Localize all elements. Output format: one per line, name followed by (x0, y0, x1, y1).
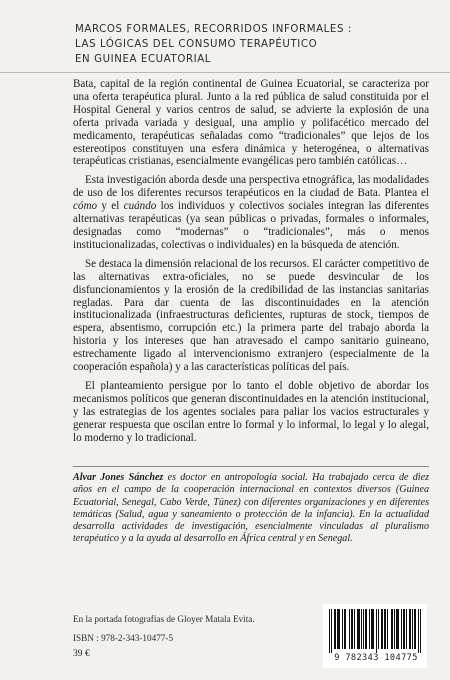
barcode-digits: 9 782343 104775 (334, 653, 418, 663)
author-name: Alvar Jones Sánchez (73, 472, 164, 483)
bio-divider (73, 466, 429, 467)
barcode-bar (403, 609, 404, 649)
barcode-bar (342, 609, 343, 649)
barcode-bar (412, 609, 413, 649)
p2-emphasis-como: cómo (73, 200, 98, 213)
barcode (323, 604, 427, 668)
synopsis-paragraph-2 (73, 174, 429, 251)
barcode-bar (387, 609, 388, 649)
barcode-bar (376, 609, 377, 653)
isbn: ISBN : 978-2-343-10477-5 (73, 633, 174, 643)
barcode-bar (339, 609, 340, 649)
barcode-bar (359, 609, 360, 649)
barcode-bar (392, 609, 393, 649)
barcode-bar (372, 609, 373, 649)
barcode-bar (337, 609, 338, 649)
barcode-bar (415, 609, 416, 649)
barcode-bar (404, 609, 405, 649)
barcode-bar (401, 609, 402, 649)
barcode-bar (345, 609, 346, 649)
barcode-bar (354, 609, 355, 649)
barcode-bar (363, 609, 364, 649)
barcode-bar (384, 609, 385, 649)
barcode-bar (397, 609, 398, 649)
barcode-icon (329, 609, 421, 653)
title-line-2: LAS LÓGICAS DEL CONSUMO TERAPÉUTICO (75, 39, 318, 50)
p2-emphasis-cuando: cuándo (123, 200, 157, 213)
barcode-bar (357, 609, 358, 649)
synopsis-paragraph-4: El planteamiento persigue por lo tanto el doble objetivo de abordar los mecanismos políticos que generan discontinuidades en la atención institucional, y las estrategias de los agentes sociales para paliar los vacios estructurales y generar respuesta que oscilan entre lo formal y lo informal, lo legal y lo alegal, lo moderno y lo tradicional. (73, 379, 429, 444)
book-title (75, 22, 435, 67)
synopsis-paragraph-3: Se destaca la dimensión relacional de los recursos. El carácter competitivo de las alternativas extra-oficiales, no se puede desvincular de los disfuncionamientos y la erosión de la credibilidad de las instancias sanitarias regladas. Para dar cuenta de las discontinuidades en la atención institucionalizada (infraestructuras deficientes, rupturas de stock, tiempos de espera, absentismo, corrupción etc.) la primera parte del trabajo aborda la historia y los intereses que han atravesado el campo sanitario guineano, estrechamente ligado al intervencionismo extranjero (especialmente de la cooperación española) y a las características políticas del país. (73, 257, 429, 374)
barcode-bar (406, 609, 407, 649)
barcode-bar (349, 609, 350, 649)
barcode-bar (409, 609, 410, 649)
barcode-bar (365, 609, 366, 649)
barcode-bar (420, 609, 421, 653)
barcode-bar (382, 609, 383, 649)
barcode-bar (410, 609, 411, 649)
barcode-bar (385, 609, 386, 649)
barcode-bar (366, 609, 367, 649)
barcode-bar (396, 609, 397, 649)
title-line-1: MARCOS FORMALES, RECORRIDOS INFORMALES : (75, 24, 352, 35)
barcode-bar (361, 609, 362, 649)
author-bio (73, 472, 429, 546)
barcode-bar (344, 609, 345, 649)
barcode-bar (371, 609, 372, 649)
title-line-3: EN GUINEA ECUATORIAL (75, 54, 212, 65)
barcode-bar (381, 609, 382, 649)
barcode-bar (338, 609, 339, 649)
barcode-bar (335, 609, 336, 649)
p2-part-b: y el (97, 200, 124, 213)
barcode-bar (418, 609, 419, 653)
cover-photo-credits: En la portada fotografías de Gloyer Matala Evita. (73, 614, 255, 624)
barcode-bar (358, 609, 359, 649)
synopsis (73, 78, 429, 450)
barcode-bar (351, 609, 352, 649)
barcode-bar (414, 609, 415, 649)
p2-part-a: Esta investigación aborda desde una perspectiva etnográfica, las modalidades de uso de los diferentes recursos terapéuticos en la ciudad de Bata. Plantea el (73, 174, 429, 200)
barcode-bar (334, 609, 335, 649)
barcode-bar (352, 609, 353, 649)
author-bio-text: es doctor en antropología social. Ha trabajado cerca de diez años en el campo de la cooperación internacional en contextos diversos (Guinea Ecuatorial, Senegal, Cabo Verde, Túnez) con diferentes organizaciones y en diferentes temáticas (Salud, agua y saneamiento o protección de la infancia). En la actualidad desarrolla actividades de investigación, esencialmente vinculadas al pluralismo terapéutico y a la ayuda al desarrollo en África central y en Senegal. (73, 472, 430, 545)
barcode-bar (329, 609, 330, 653)
title-rule (0, 72, 450, 73)
barcode-bar (378, 609, 379, 649)
synopsis-paragraph-1: Bata, capital de la región continental de Guinea Ecuatorial, se caracteriza por una oferta terapéutica plural. Junto a la red pública de salud constituida por el Hospital General y varios centros de salud, se advierte la explosión de una oferta privada variada y desigual, una amplio y polifacético mercado del medicamento, terapéuticas señaladas como “tradicionales” que lejos de los estereotipos constituyen una esfera dinámica y heterogénea, o alternativas terapéuticas cristianas, esencialmente evangélicas pero también católicas… (73, 78, 429, 168)
barcode-bar (373, 609, 374, 649)
barcode-bar (331, 609, 332, 653)
barcode-bar (394, 609, 395, 649)
barcode-bar (369, 609, 370, 649)
p2-part-c: los individuos y colectivos sociales integran las diferentes alternativas terapéuticas (ya sean públicas o privadas, formales o informales, designadas como “modernas” o “tradicionales”, más o menos institucionalizadas, colectivas o individuales) en la búsqueda de atención. (73, 200, 430, 251)
price: 39 € (73, 648, 90, 659)
barcode-bar (391, 609, 392, 649)
barcode-bar (398, 609, 399, 649)
